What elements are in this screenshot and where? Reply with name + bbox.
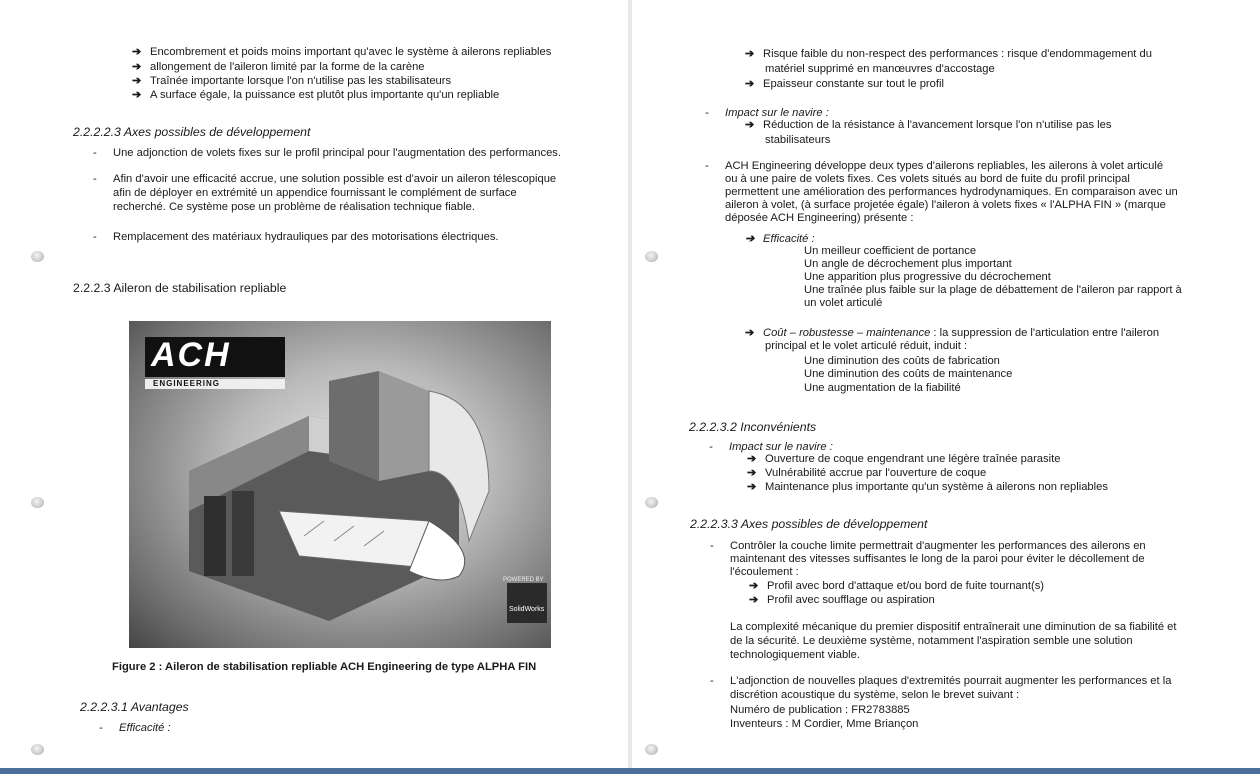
s2232-item: ➔ Maintenance plus importante qu'un système à ailerons non repliables bbox=[747, 481, 1108, 493]
list-item-telescopique-line2: afin de déployer en extrémité un appendice fournissant le complément de surface bbox=[113, 187, 517, 199]
para-ach-line4: aileron à volet, (à surface projetée égale) l'aileron à volets fixes « l'ALPHA FIN » (marque bbox=[725, 199, 1166, 211]
efficacite-item: Une traînée plus faible sur la plage de débattement de l'aileron par rapport à bbox=[804, 284, 1182, 296]
arrow-icon: ➔ bbox=[745, 48, 755, 60]
figure-logo: ACH bbox=[151, 336, 231, 374]
punch-hole-icon bbox=[31, 251, 44, 262]
s2233-line1: - Contrôler la couche limite permettrait d'augmenter les performances des ailerons en bbox=[710, 540, 1146, 552]
s2233-line3: l'écoulement : bbox=[730, 566, 799, 578]
figure-logo-sub: ENGINEERING bbox=[153, 379, 221, 388]
para-ach-line3: permettent une amélioration des performances hydrodynamiques. En comparaison avec un bbox=[725, 186, 1178, 198]
impact-label: - Impact sur le navire : bbox=[705, 107, 829, 119]
list-item-telescopique: - Afin d'avoir une efficacité accrue, une solution possible est d'avoir un aileron télescopique bbox=[93, 173, 557, 185]
complexite-line2: de la sécurité. Le deuxième système, notamment l'aspiration semble une solution bbox=[730, 635, 1133, 647]
list-item-telescopique-line3: recherché. Ce système pose un problème de réalisation technique fiable. bbox=[113, 201, 475, 213]
bullet-encombrement: ➔ Encombrement et poids moins important qu'avec le système à ailerons repliables bbox=[132, 46, 552, 58]
solidworks-badge bbox=[507, 583, 547, 623]
bullet-risque: ➔ Risque faible du non-respect des performances : risque d'endommagement du bbox=[745, 48, 1152, 60]
inventeurs: Inventeurs : M Cordier, Mme Briançon bbox=[730, 718, 919, 730]
arrow-icon: ➔ bbox=[747, 467, 757, 479]
s2232-impact-label: - Impact sur le navire : bbox=[709, 441, 833, 453]
arrow-icon: ➔ bbox=[132, 75, 142, 87]
section-2223-title: 2.2.2.2.3 Axes possibles de développement bbox=[73, 125, 311, 139]
adjonction-line2: discrétion acoustique du système, selon le brevet suivant : bbox=[730, 689, 1020, 701]
list-item-efficacite: - Efficacité : bbox=[99, 722, 171, 734]
s2233-arrow-item: ➔ Profil avec bord d'attaque et/ou bord de fuite tournant(s) bbox=[749, 580, 1045, 592]
impact-reduction-line2: stabilisateurs bbox=[765, 134, 831, 146]
bullet-surface: ➔ A surface égale, la puissance est plutôt plus importante qu'un repliable bbox=[132, 89, 500, 101]
section-223-title: 2.2.2.3 Aileron de stabilisation repliable bbox=[73, 281, 287, 295]
bullet-epaisseur: ➔ Epaisseur constante sur tout le profil bbox=[745, 78, 944, 90]
arrow-icon: ➔ bbox=[745, 78, 755, 90]
window-bottom-bar bbox=[0, 768, 1260, 774]
para-ach-line5: déposée ACH Engineering) présente : bbox=[725, 212, 914, 224]
list-item-volets: - Une adjonction de volets fixes sur le profil principal pour l'augmentation des performances. bbox=[93, 147, 562, 159]
arrow-icon: ➔ bbox=[745, 327, 755, 339]
punch-hole-icon bbox=[645, 497, 658, 508]
impact-reduction: ➔ Réduction de la résistance à l'avancement lorsque l'on n'utilise pas les bbox=[745, 119, 1112, 131]
cout-item: Une diminution des coûts de fabrication bbox=[804, 355, 1000, 367]
arrow-icon: ➔ bbox=[749, 580, 759, 592]
cout-line2: principal et le volet articulé réduit, induit : bbox=[765, 340, 968, 352]
right-page bbox=[632, 0, 1260, 768]
arrow-icon: ➔ bbox=[132, 89, 142, 101]
punch-hole-icon bbox=[31, 744, 44, 755]
frame-rib bbox=[204, 496, 226, 576]
section-22232-title: 2.2.2.3.2 Inconvénients bbox=[689, 420, 817, 434]
s2233-line2: maintenant des vitesses suffisantes le long de la paroi pour éviter le décollement de bbox=[730, 553, 1145, 565]
efficacite-item: Un meilleur coefficient de portance bbox=[804, 245, 977, 257]
section-22231-title: 2.2.2.3.1 Avantages bbox=[80, 700, 189, 714]
arrow-icon: ➔ bbox=[745, 233, 755, 245]
cout-item: Une augmentation de la fiabilité bbox=[804, 382, 961, 394]
arrow-icon: ➔ bbox=[132, 46, 142, 58]
complexite-line3: technologiquement viable. bbox=[730, 649, 860, 661]
arrow-icon: ➔ bbox=[747, 481, 757, 493]
efficacite-item: un volet articulé bbox=[804, 297, 883, 309]
punch-hole-icon bbox=[645, 744, 658, 755]
left-page bbox=[0, 0, 628, 768]
figure-solidworks: SolidWorks bbox=[509, 606, 545, 613]
bullet-trainee: ➔ Traînée importante lorsque l'on n'utilise pas les stabilisateurs bbox=[132, 75, 452, 87]
cout-label: ➔ Coût – robustesse – maintenance : la suppression de l'articulation entre l'aileron bbox=[745, 327, 1160, 339]
arrow-icon: ➔ bbox=[745, 119, 755, 131]
para-ach-line2: ou à une paire de volets fixes. Ces volets situés au bord de fuite du profil principal bbox=[725, 173, 1130, 185]
bullet-allongement: ➔ allongement de l'aileron limité par la forme de la carène bbox=[132, 61, 425, 73]
arrow-icon: ➔ bbox=[132, 61, 142, 73]
publication-number: Numéro de publication : FR2783885 bbox=[730, 704, 910, 716]
efficacite-item: Une apparition plus progressive du décrochement bbox=[804, 271, 1051, 283]
list-item-materiaux: - Remplacement des matériaux hydrauliques par des motorisations électriques. bbox=[93, 231, 499, 243]
s2232-item: ➔ Ouverture de coque engendrant une légère traînée parasite bbox=[747, 453, 1061, 465]
complexite-line1: La complexité mécanique du premier dispositif entraînerait une diminution de sa fiabilité et bbox=[730, 621, 1177, 633]
s2233-arrow-item: ➔ Profil avec soufflage ou aspiration bbox=[749, 594, 935, 606]
figure-powered-by: POWERED BY bbox=[503, 577, 544, 583]
figure-caption: Figure 2 : Aileron de stabilisation repliable ACH Engineering de type ALPHA FIN bbox=[112, 661, 537, 673]
efficacite-item: Un angle de décrochement plus important bbox=[804, 258, 1012, 270]
arrow-icon: ➔ bbox=[747, 453, 757, 465]
para-ach-line1: - ACH Engineering développe deux types d'ailerons repliables, les ailerons à volet articulé bbox=[705, 160, 1164, 172]
arrow-icon: ➔ bbox=[749, 594, 759, 606]
cout-item: Une diminution des coûts de maintenance bbox=[804, 368, 1013, 380]
bullet-risque-line2: matériel supprimé en manœuvres d'accostage bbox=[765, 63, 995, 75]
punch-hole-icon bbox=[645, 251, 658, 262]
punch-hole-icon bbox=[31, 497, 44, 508]
s2232-item: ➔ Vulnérabilité accrue par l'ouverture de coque bbox=[747, 467, 987, 479]
adjonction-line1: - L'adjonction de nouvelles plaques d'extremités pourrait augmenter les performances et la bbox=[710, 675, 1172, 687]
frame-rib bbox=[232, 491, 254, 576]
efficacite-label: ➔ Efficacité : bbox=[745, 233, 815, 245]
figure-aileron-image bbox=[129, 321, 551, 648]
section-22233-title: 2.2.2.3.3 Axes possibles de développement bbox=[690, 517, 928, 531]
